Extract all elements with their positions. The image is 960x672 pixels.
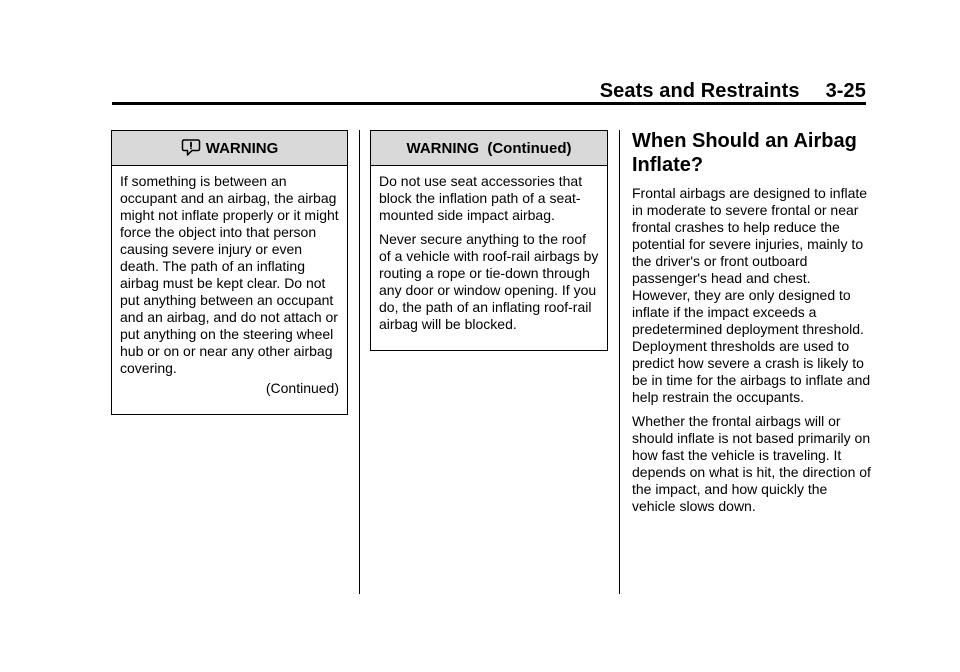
airbag-inflate-section [632,129,872,522]
warning-header [112,131,347,166]
section-heading: When Should an Airbag Inflate? [632,130,857,176]
warning-speech-bubble-icon [181,137,201,157]
column-divider-1 [359,130,360,594]
section-title: Seats and Restraints [599,80,800,102]
header-text [600,80,866,103]
warning-paragraph-1: Do not use seat accessories that block the inflation path of a seat-mounted side impact airbag. [379,173,583,223]
page-number: 3-25 [825,80,866,102]
column-divider-2 [619,130,620,594]
warning-continued-body [371,166,607,333]
continued-label: (Continued) [265,380,339,396]
section-paragraph-2: Whether the frontal airbags will or should inflate is not based primarily on how fast the vehicle is traveling. It depends on what is hit, the direction of the impact, and how quickly the vehicle slows down. [632,413,871,514]
warning-continued-title: WARNING (Continued) [406,139,572,157]
warning-box [111,130,348,415]
warning-body [112,166,347,397]
warning-paragraph-2: Never secure anything to the roof of a vehicle with roof-rail airbags by routing a rope or tie-down through any door or window opening. If you do, the path of an inflating roof-rail airbag will be blocked. [379,231,599,332]
warning-continued-header [371,131,607,166]
section-paragraph-1: Frontal airbags are designed to inflate in moderate to severe frontal or near frontal crashes to help reduce the potential for severe injuries, mainly to the driver's or front outboard passenger's head and chest. However, they are only designed to inflate if the impact exceeds a predetermined deployment threshold. Deployment thresholds are used to predict how severe a crash is likely to be in time for the airbags to inflate and help restrain the occupants. [632,185,871,405]
warning-title: WARNING [205,139,279,157]
warning-continued-box [370,130,608,351]
page-header [112,78,866,104]
warning-text: If something is between an occupant and an airbag, the airbag might not inflate properly or it might force the object into that person causing severe injury or even death. The path of an inflating airbag must be kept clear. Do not put anything between an occupant and an airbag, and do not attach or put anything on the steering wheel hub or on or near any other airbag covering. [120,173,339,376]
header-rule [112,102,866,105]
